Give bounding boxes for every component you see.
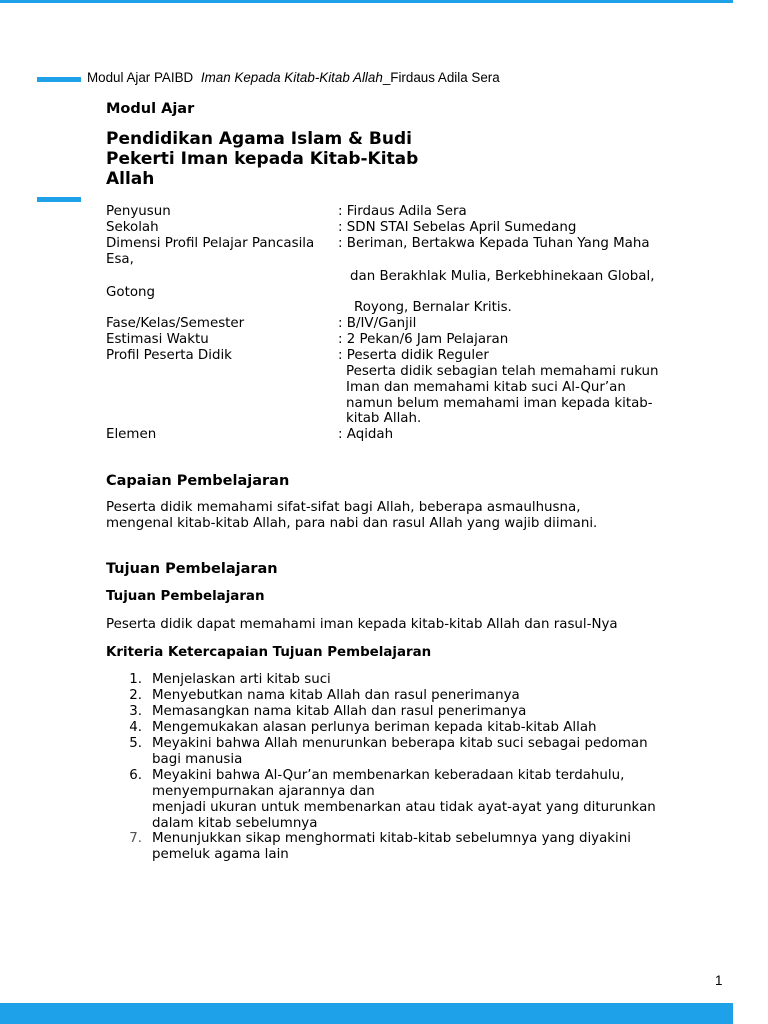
list-number: 1. <box>129 672 142 687</box>
capaian-text-line-1: Peserta didik memahami sifat-sifat bagi Allah, beberapa asmaulhusna, <box>106 500 581 515</box>
tujuan-subheading: Tujuan Pembelajaran <box>106 589 265 604</box>
elemen-value: : Aqidah <box>338 427 394 442</box>
tujuan-text: Peserta didik dapat memahami iman kepada kitab-kitab Allah dan rasul-Nya <box>106 617 618 632</box>
header-title: Iman Kepada Kitab-Kitab Allah <box>200 70 383 85</box>
doc-title-line-1: Pendidikan Agama Islam & Budi <box>106 129 412 149</box>
list-text-continued: bagi manusia <box>152 752 243 767</box>
list-text-continued: pemeluk agama lain <box>152 847 289 862</box>
tujuan-heading: Tujuan Pembelajaran <box>106 561 278 577</box>
doc-title-line-2: Pekerti Iman kepada Kitab-Kitab <box>106 149 419 169</box>
list-text-continued: menjadi ukuran untuk membenarkan atau tidak ayat-ayat yang diturunkan <box>152 800 656 815</box>
list-number: 4. <box>129 720 142 735</box>
bottom-accent-bar <box>0 1003 733 1024</box>
header-prefix: Modul Ajar PAIBD <box>87 70 194 85</box>
capaian-heading: Capaian Pembelajaran <box>106 473 290 489</box>
profil-value-3: Iman dan memahami kitab suci Al-Qur’an <box>346 380 626 395</box>
estimasi-value: : 2 Pekan/6 Jam Pelajaran <box>338 332 509 347</box>
header-author: _Firdaus Adila Sera <box>382 70 500 85</box>
list-text: Menyebutkan nama kitab Allah dan rasul penerimanya <box>152 688 520 703</box>
page-number: 1 <box>715 973 723 988</box>
profil-value-1: : Peserta didik Reguler <box>338 348 489 363</box>
fase-value: : B/IV/Ganjil <box>338 316 417 331</box>
sekolah-label: Sekolah <box>106 220 159 235</box>
profil-value-2: Peserta didik sebagian telah memahami rukun <box>346 364 659 379</box>
elemen-label: Elemen <box>106 427 157 442</box>
list-text: Meyakini bahwa Al-Qur’an membenarkan keberadaan kitab terdahulu, <box>152 768 625 783</box>
list-text: Menunjukkan sikap menghormati kitab-kitab sebelumnya yang diyakini <box>152 831 631 846</box>
list-number: 3. <box>129 704 142 719</box>
dimensi-label: Dimensi Profil Pelajar Pancasila <box>106 236 315 251</box>
list-number: 2. <box>129 688 142 703</box>
list-number: 6. <box>129 768 142 783</box>
dimensi-wrap-2: Gotong <box>106 285 155 300</box>
list-number: 7. <box>129 831 142 846</box>
list-number: 5. <box>129 736 142 751</box>
sekolah-value: : SDN STAI Sebelas April Sumedang <box>338 220 577 235</box>
section-accent-bar <box>37 197 81 202</box>
dimensi-wrap-1: Esa, <box>106 252 134 267</box>
list-text: Memasangkan nama kitab Allah dan rasul penerimanya <box>152 704 527 719</box>
profil-value-4: namun belum memahami iman kepada kitab- <box>346 396 653 411</box>
running-header <box>87 70 500 86</box>
list-text-continued: menyempurnakan ajarannya dan <box>152 784 375 799</box>
fase-label: Fase/Kelas/Semester <box>106 316 245 331</box>
profil-label: Profil Peserta Didik <box>106 348 232 363</box>
list-text-continued: dalam kitab sebelumnya <box>152 816 318 831</box>
estimasi-label: Estimasi Waktu <box>106 332 209 347</box>
doc-title-line-3: Allah <box>106 169 155 189</box>
penyusun-label: Penyusun <box>106 204 171 219</box>
header-accent-bar <box>37 77 81 82</box>
top-accent-bar <box>0 0 733 3</box>
dimensi-value-1: : Beriman, Bertakwa Kepada Tuhan Yang Maha <box>338 236 650 251</box>
list-text: Meyakini bahwa Allah menurunkan beberapa kitab suci sebagai pedoman <box>152 736 648 751</box>
capaian-text-line-2: mengenal kitab-kitab Allah, para nabi dan rasul Allah yang wajib diimani. <box>106 516 598 531</box>
profil-value-5: kitab Allah. <box>346 411 422 426</box>
kriteria-heading: Kriteria Ketercapaian Tujuan Pembelajaran <box>106 645 432 660</box>
dimensi-value-2: dan Berakhlak Mulia, Berkebhinekaan Global, <box>350 269 655 284</box>
penyusun-value: : Firdaus Adila Sera <box>338 204 467 219</box>
list-text: Menjelaskan arti kitab suci <box>152 672 331 687</box>
doc-label: Modul Ajar <box>106 101 195 117</box>
dimensi-value-3: Royong, Bernalar Kritis. <box>354 300 512 315</box>
list-text: Mengemukakan alasan perlunya beriman kepada kitab-kitab Allah <box>152 720 597 735</box>
